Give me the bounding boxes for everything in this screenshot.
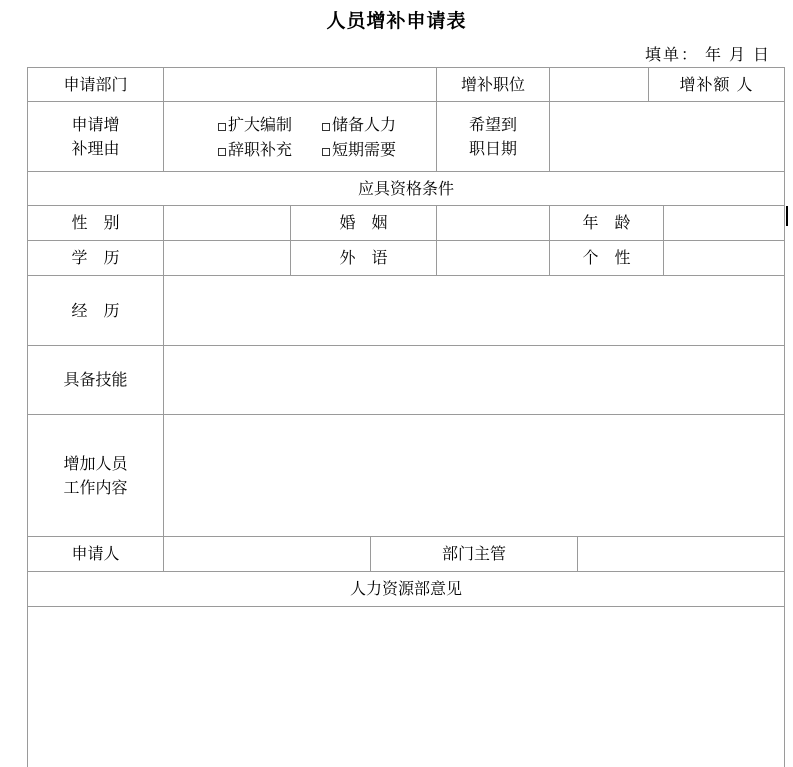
option-resignation-replacement[interactable]: [218, 137, 322, 162]
arrival-label-line2: 职日期: [468, 138, 517, 158]
qualifications-header: 应具资格条件: [357, 178, 454, 198]
dept-label: 申请部门: [63, 74, 128, 94]
education-field[interactable]: [164, 241, 290, 275]
marriage-field[interactable]: [437, 206, 549, 240]
language-label: 外 语: [339, 248, 388, 267]
gender-field[interactable]: [164, 206, 290, 240]
age-label: 年 龄: [582, 213, 631, 232]
work-content-label-line2: 工作内容: [63, 477, 128, 497]
checkbox-icon[interactable]: [218, 148, 226, 156]
option-label: 辞职补充: [228, 140, 293, 159]
personality-field[interactable]: [664, 241, 784, 275]
experience-field[interactable]: [164, 276, 784, 345]
dept-field[interactable]: [164, 68, 436, 101]
option-label: 扩大编制: [228, 115, 293, 134]
fill-date-day: 日: [752, 45, 771, 64]
quota-label: 增补额 人: [679, 74, 754, 94]
skills-field[interactable]: [164, 346, 784, 414]
position-label: 增补职位: [460, 74, 525, 94]
applicant-field[interactable]: [164, 537, 370, 571]
work-content-field[interactable]: [164, 415, 784, 536]
option-label: 短期需要: [332, 140, 397, 159]
reason-label-line1: 申请增: [71, 114, 120, 134]
checkbox-icon[interactable]: [322, 123, 330, 131]
language-field[interactable]: [437, 241, 549, 275]
option-expand-staff[interactable]: [218, 112, 322, 137]
arrival-date-label: [437, 102, 549, 171]
fill-date-month: 月: [728, 45, 747, 64]
option-reserve-staff[interactable]: [322, 112, 426, 137]
skills-label: 具备技能: [63, 370, 128, 389]
checkbox-icon[interactable]: [322, 148, 330, 156]
position-field[interactable]: [550, 68, 648, 101]
fill-date-label: 填单：: [644, 45, 699, 64]
gender-label: 性 别: [71, 213, 120, 232]
checkbox-icon[interactable]: [218, 123, 226, 131]
reason-label: [28, 102, 163, 171]
reason-label-line2: 补理由: [71, 138, 120, 158]
dept-head-label: 部门主管: [441, 544, 506, 563]
option-short-term-need[interactable]: [322, 137, 426, 162]
arrival-label-line1: 希望到: [468, 114, 517, 134]
form-title: 人员增补申请表: [326, 10, 467, 32]
education-label: 学 历: [71, 248, 120, 267]
marriage-label: 婚 姻: [339, 213, 388, 232]
age-field[interactable]: [664, 206, 784, 240]
experience-label: 经 历: [71, 300, 120, 320]
fill-date-year: 年: [704, 45, 723, 64]
hr-opinion-header: 人力资源部意见: [349, 579, 462, 598]
option-label: 储备人力: [332, 115, 397, 134]
dept-head-field[interactable]: [578, 537, 784, 571]
applicant-label: 申请人: [71, 544, 120, 563]
arrival-date-field[interactable]: [550, 102, 784, 171]
reason-options: [218, 112, 428, 162]
work-content-label-line1: 增加人员: [63, 453, 128, 473]
personality-label: 个 性: [582, 248, 631, 267]
text-cursor: [786, 206, 788, 226]
work-content-label: [28, 415, 163, 536]
hr-opinion-field[interactable]: [28, 607, 784, 767]
fill-date: [645, 42, 771, 65]
